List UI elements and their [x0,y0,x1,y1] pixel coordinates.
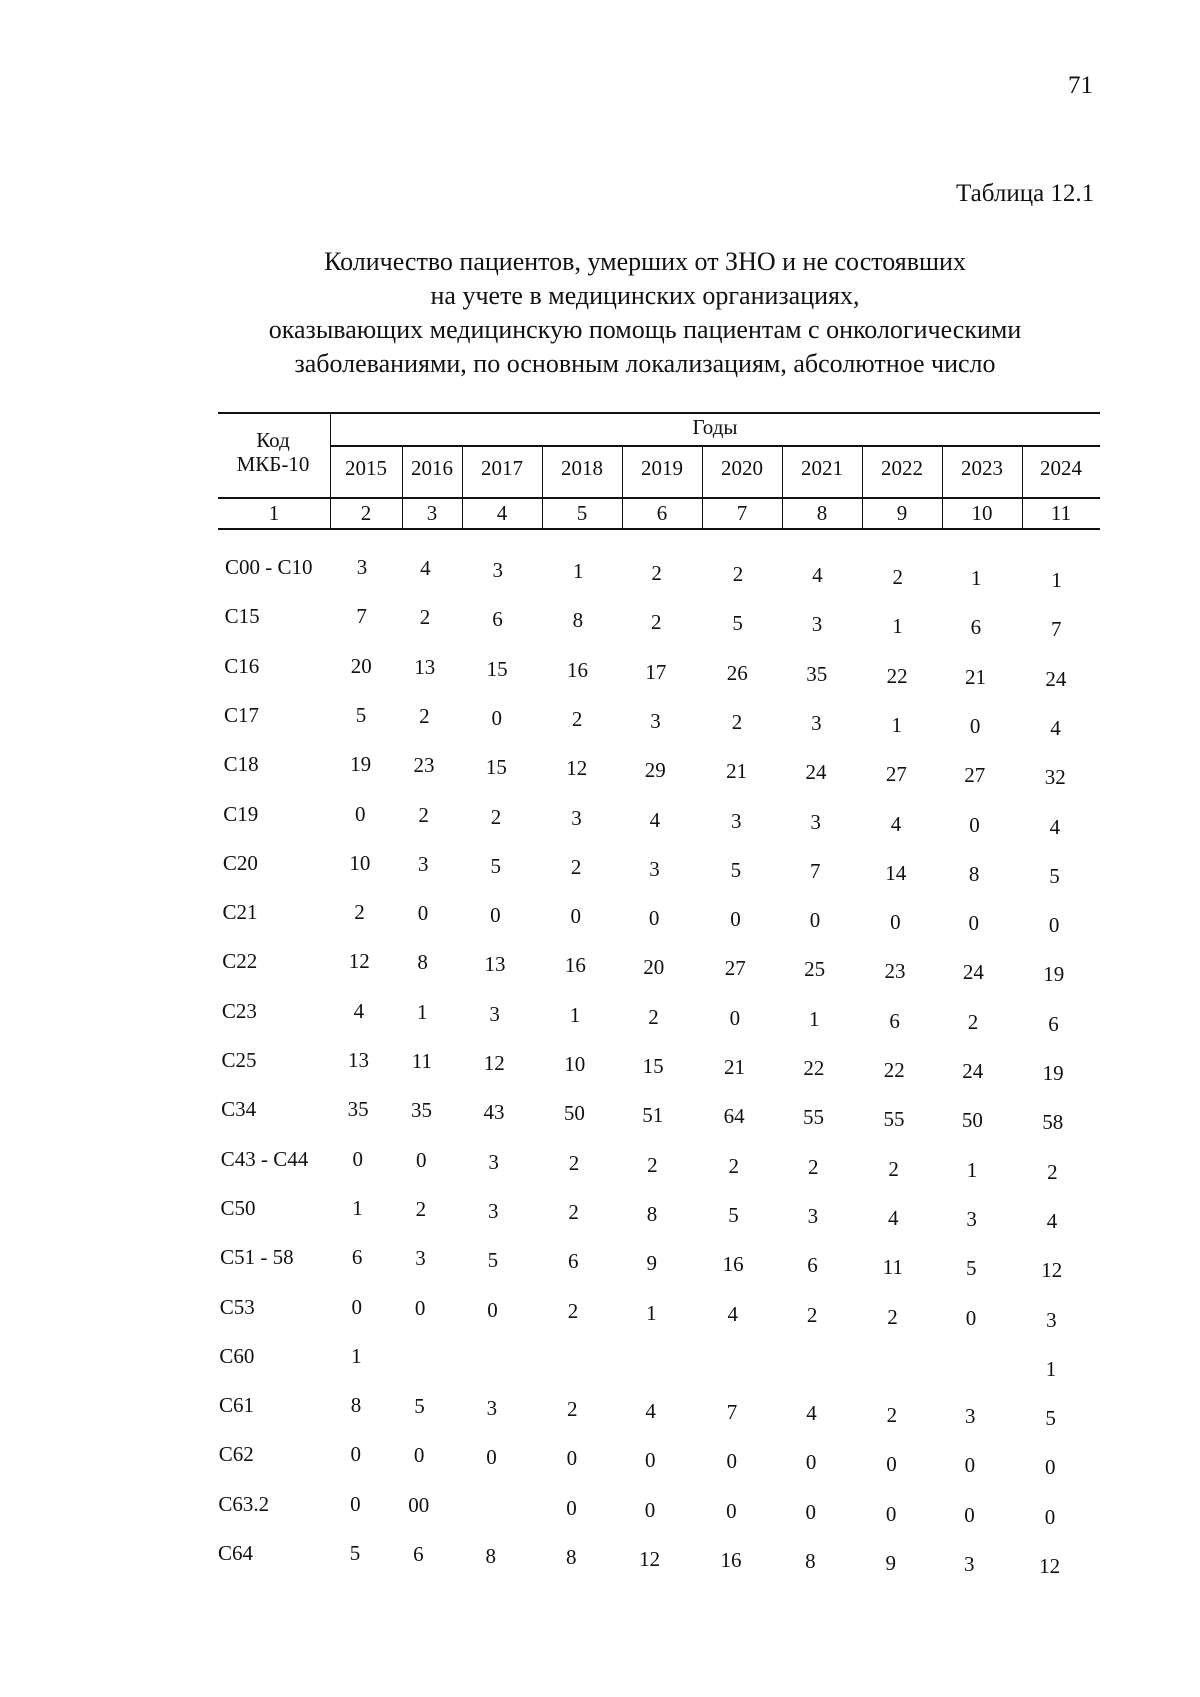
page-number: 71 [1068,72,1093,99]
value-cell: 4 [812,563,823,588]
value-cell: 2 [647,1152,658,1177]
value-cell: 2 [419,704,430,729]
value-cell: 16 [722,1252,744,1276]
value-cell: 2 [886,1402,898,1427]
value-cell: 1 [569,1003,581,1028]
value-cell: 35 [806,662,828,687]
value-cell: 12 [1039,1553,1061,1578]
table-row [0,1097,1200,1134]
value-cell: 6 [492,606,503,631]
value-cell: 0 [486,1444,497,1469]
code-header-line1: Код [256,428,290,452]
table-row [0,1393,1200,1430]
value-cell: 6 [970,615,982,640]
value-cell: 4 [1049,814,1061,839]
value-cell: 17 [645,659,667,684]
value-cell: 22 [803,1056,825,1081]
value-cell: 2 [415,1197,427,1222]
value-cell: 2 [967,1010,979,1035]
value-cell: 24 [962,1059,984,1084]
title-line: оказывающих медицинскую помощь пациентам с онкологическими [268,315,1022,344]
value-cell: 0 [726,1499,737,1523]
value-cell: 32 [1044,764,1066,789]
value-cell: 0 [965,1306,977,1331]
numbers-bottom-rule [218,528,1100,530]
value-cell: 4 [649,807,661,832]
value-cell: 3 [966,1207,977,1232]
value-cell: 0 [729,1006,741,1030]
header-top-rule [218,412,1100,414]
value-cell: 10 [564,1052,586,1077]
value-cell: 2 [728,1154,740,1178]
value-cell: 1 [892,613,903,638]
value-cell: 5 [728,1203,739,1227]
icd-code-cell: С60 [219,1344,255,1368]
table-row [0,900,1200,937]
value-cell: 0 [886,1451,897,1476]
value-cell: 1 [351,1344,362,1368]
table-row [0,1295,1200,1332]
value-cell: 2 [732,562,744,586]
value-cell: 21 [965,665,986,690]
value-cell: 0 [415,1148,427,1173]
value-cell: 2 [490,804,502,829]
title-line: Количество пациентов, умерших от ЗНО и не состоявших [324,247,966,276]
value-cell: 51 [642,1102,664,1127]
table-row [0,1048,1200,1085]
value-cell: 7 [1051,616,1062,641]
value-cell: 2 [418,803,429,828]
icd-code-cell: С00 - С10 [225,555,313,579]
value-cell: 2 [567,1397,578,1422]
icd-code-cell: С50 [220,1196,256,1220]
value-cell: 1 [809,1007,820,1032]
value-cell: 21 [724,1055,745,1079]
value-cell: 24 [805,760,827,785]
value-cell: 12 [1041,1257,1063,1282]
table-row [0,1541,1200,1578]
value-cell: 1 [1045,1356,1057,1381]
value-cell: 2 [651,560,662,585]
value-cell: 0 [1045,1454,1056,1479]
value-cell: 27 [964,763,986,788]
value-cell: 2 [807,1155,819,1180]
value-cell: 0 [964,1453,976,1478]
table-title [200,245,1090,381]
value-cell: 0 [350,1442,361,1466]
value-cell: 2 [354,900,365,924]
table-row [0,1147,1200,1184]
value-cell: 6 [807,1253,818,1278]
icd-code-cell: С23 [221,999,257,1023]
value-cell: 6 [889,1008,900,1033]
value-cell: 5 [1049,863,1060,888]
value-cell: 0 [413,1443,425,1468]
value-cell: 15 [486,656,508,681]
value-cell: 5 [355,703,367,727]
value-cell: 29 [644,757,666,782]
column-number-cell: 7 [736,501,748,525]
value-cell: 0 [566,1496,577,1521]
year-header-cell: 2022 [881,456,923,480]
value-cell: 8 [572,608,584,633]
value-cell: 3 [811,612,823,637]
value-cell: 3 [963,1552,975,1577]
year-header-cell: 2020 [721,456,763,480]
value-cell: 15 [485,754,507,779]
value-cell: 4 [890,811,902,836]
icd-code-cell: С17 [223,703,259,727]
value-cell: 0 [645,1447,656,1472]
table-row [0,555,1200,592]
table-row [0,1344,1200,1381]
value-cell: 1 [970,566,982,591]
icd-code-cell: С64 [218,1541,254,1565]
value-cell: 5 [414,1394,425,1419]
value-cell: 11 [411,1049,432,1074]
value-cell: 0 [964,1503,975,1528]
column-number-cell: 1 [268,501,280,525]
value-cell: 5 [1045,1405,1056,1430]
value-cell: 5 [490,853,501,878]
table-row [0,752,1200,789]
value-cell: 0 [648,905,660,930]
icd-code-cell: С51 - 58 [220,1245,294,1269]
table-row [0,1245,1200,1282]
value-cell: 16 [564,953,586,978]
value-cell: 4 [353,999,365,1023]
value-cell: 3 [807,1204,819,1229]
value-cell: 3 [1046,1307,1057,1332]
code-header-line2: МКБ-10 [236,452,310,476]
value-cell: 2 [806,1303,818,1328]
column-number-cell: 11 [1050,501,1072,525]
value-cell: 35 [347,1097,369,1121]
value-cell: 64 [723,1104,745,1128]
value-cell: 8 [646,1201,658,1226]
years-divider-rule [330,445,1100,447]
value-cell: 0 [730,907,741,931]
value-cell: 4 [727,1302,738,1326]
value-cell: 9 [885,1550,897,1575]
value-cell: 4 [645,1398,656,1423]
value-cell: 5 [732,611,743,635]
table-row [0,703,1200,740]
value-cell: 2 [892,564,904,589]
value-cell: 21 [726,759,748,783]
value-cell: 22 [886,663,908,688]
value-cell: 9 [646,1250,657,1275]
value-cell: 2 [568,1200,579,1225]
value-cell: 1 [891,712,902,737]
value-cell: 00 [408,1493,430,1518]
value-cell: 19 [1043,961,1065,986]
icd-code-cell: С63.2 [218,1492,270,1516]
value-cell: 4 [1046,1208,1058,1233]
icd-code-cell: С22 [222,949,258,973]
value-cell: 27 [885,761,907,786]
value-cell: 0 [570,904,581,929]
column-number-cell: 4 [496,501,508,525]
value-cell: 3 [811,711,822,736]
value-cell: 3 [489,1001,500,1026]
value-cell: 2 [731,710,743,734]
value-cell: 0 [809,908,821,933]
value-cell: 1 [572,559,584,584]
value-cell: 0 [805,1500,816,1525]
column-number-cell: 2 [360,501,372,525]
header-bottom-rule [218,497,1100,499]
value-cell: 1 [966,1158,978,1183]
value-cell: 6 [413,1542,424,1567]
value-cell: 3 [810,810,821,835]
year-header-cell: 2015 [345,456,387,480]
value-cell: 3 [415,1246,426,1271]
value-cell: 0 [566,1446,578,1471]
value-cell: 11 [882,1254,903,1279]
icd-code-cell: С62 [218,1442,254,1466]
value-cell: 2 [648,1004,659,1029]
value-cell: 8 [565,1545,577,1570]
value-cell: 14 [885,860,907,885]
value-cell: 4 [420,556,431,581]
icd-code-cell: С16 [224,654,260,678]
value-cell: 15 [642,1053,664,1078]
year-header-cell: 2018 [561,456,603,480]
value-cell: 23 [884,958,906,983]
value-cell: 0 [805,1450,817,1475]
icd-code-cell: С61 [219,1393,255,1417]
value-cell: 7 [726,1400,738,1424]
value-cell: 50 [563,1101,585,1126]
value-cell: 3 [486,1395,498,1420]
value-cell: 13 [414,655,436,680]
value-cell: 5 [349,1541,361,1565]
value-cell: 25 [804,957,826,982]
value-cell: 1 [1051,567,1062,592]
value-cell: 2 [419,605,431,630]
table-row [0,604,1200,641]
value-cell: 2 [567,1299,579,1324]
value-cell: 7 [810,859,821,884]
value-cell: 0 [355,802,366,826]
value-cell: 55 [883,1106,905,1131]
value-cell: 0 [417,901,429,926]
icd-code-cell: С25 [221,1048,257,1072]
value-cell: 8 [350,1393,362,1417]
value-cell: 12 [348,949,370,973]
table-label: Таблица 12.1 [956,180,1095,207]
value-cell: 0 [352,1147,364,1171]
value-cell: 19 [1042,1060,1064,1085]
value-cell: 27 [724,956,746,980]
code-header [218,428,328,476]
value-cell: 2 [651,609,662,634]
icd-code-cell: С21 [222,900,258,924]
table-row [0,1442,1200,1479]
value-cell: 2 [887,1304,898,1329]
value-cell: 0 [414,1296,426,1321]
value-cell: 3 [650,708,661,733]
value-cell: 8 [805,1549,816,1574]
value-cell: 4 [888,1205,899,1230]
value-cell: 6 [1048,1011,1059,1036]
value-cell: 58 [1042,1109,1064,1134]
column-number-cell: 10 [971,501,993,525]
table-row [0,851,1200,888]
column-number-cell: 5 [576,501,588,525]
value-cell: 0 [885,1501,897,1526]
table-row [0,1196,1200,1233]
value-cell: 2 [571,707,583,732]
table-row [0,802,1200,839]
column-number-cell: 6 [656,501,668,525]
icd-code-cell: С18 [223,752,259,776]
value-cell: 0 [969,714,981,739]
value-cell: 4 [806,1401,817,1426]
year-header-cell: 2019 [641,456,683,480]
year-header-cell: 2021 [801,456,843,480]
value-cell: 3 [649,856,660,881]
column-number-cell: 3 [426,501,438,525]
value-cell: 50 [961,1108,983,1133]
value-cell: 6 [351,1245,363,1269]
value-cell: 16 [720,1548,742,1572]
value-cell: 23 [413,753,435,778]
value-cell: 8 [485,1543,497,1568]
column-number-cell: 9 [896,501,908,525]
value-cell: 24 [962,960,984,985]
value-cell: 19 [350,752,372,776]
year-header-cell: 2024 [1040,456,1082,480]
value-cell: 0 [350,1492,361,1516]
value-cell: 8 [417,950,428,975]
table-row [0,654,1200,691]
value-cell: 12 [566,756,588,781]
value-cell: 35 [411,1098,433,1123]
year-header-cell: 2017 [481,456,523,480]
value-cell: 5 [966,1256,977,1281]
value-cell: 0 [969,813,980,838]
title-line: на учете в медицинских организациях, [430,281,860,310]
value-cell: 16 [567,658,588,683]
value-cell: 1 [646,1300,657,1325]
value-cell: 0 [1048,912,1060,937]
value-cell: 20 [350,654,372,678]
value-cell: 13 [348,1048,369,1072]
value-cell: 3 [488,1198,499,1223]
value-cell: 3 [965,1404,976,1429]
value-cell: 0 [890,909,901,934]
value-cell: 13 [484,951,506,976]
table-row [0,949,1200,986]
value-cell: 55 [803,1105,825,1130]
value-cell: 0 [351,1295,362,1319]
year-header-cell: 2016 [411,456,453,480]
value-cell: 2 [568,1151,580,1176]
icd-code-cell: С20 [222,851,258,875]
value-cell: 2 [570,855,582,880]
value-cell: 7 [356,604,367,628]
value-cell: 3 [356,555,368,579]
years-header: Годы [692,415,738,439]
value-cell: 3 [571,806,582,831]
value-cell: 1 [417,1000,428,1025]
column-number-cell: 8 [816,501,828,525]
value-cell: 5 [730,858,742,882]
year-header-cell: 2023 [961,456,1003,480]
table-row [0,1492,1200,1529]
title-line: заболеваниями, по основным локализациям, абсолютное число [294,349,996,378]
value-cell: 0 [487,1297,498,1322]
value-cell: 22 [883,1057,905,1082]
value-cell: 12 [639,1546,661,1571]
value-cell: 0 [490,902,501,927]
value-cell: 3 [731,809,742,833]
value-cell: 0 [726,1449,737,1473]
value-cell: 2 [888,1156,899,1181]
value-cell: 43 [483,1099,505,1124]
value-cell: 2 [1047,1159,1058,1184]
value-cell: 26 [726,661,748,685]
value-cell: 0 [644,1497,656,1522]
icd-code-cell: С15 [224,604,260,628]
value-cell: 3 [488,1149,499,1174]
value-cell: 20 [643,954,665,979]
value-cell: 5 [487,1247,499,1272]
icd-code-cell: С53 [219,1295,255,1319]
value-cell: 6 [568,1249,579,1274]
table-row [0,999,1200,1036]
icd-code-cell: С43 - С44 [220,1147,309,1171]
value-cell: 8 [968,862,980,887]
icd-code-cell: С34 [221,1097,257,1121]
value-cell: 10 [349,851,371,875]
value-cell: 4 [1050,715,1061,740]
value-cell: 3 [492,557,504,582]
value-cell: 24 [1045,666,1067,691]
value-cell: 0 [1044,1504,1056,1529]
value-cell: 0 [968,911,979,936]
value-cell: 12 [483,1050,505,1075]
icd-code-cell: С19 [223,802,259,826]
value-cell: 1 [352,1196,363,1220]
value-cell: 0 [491,705,502,730]
value-cell: 3 [418,852,429,877]
